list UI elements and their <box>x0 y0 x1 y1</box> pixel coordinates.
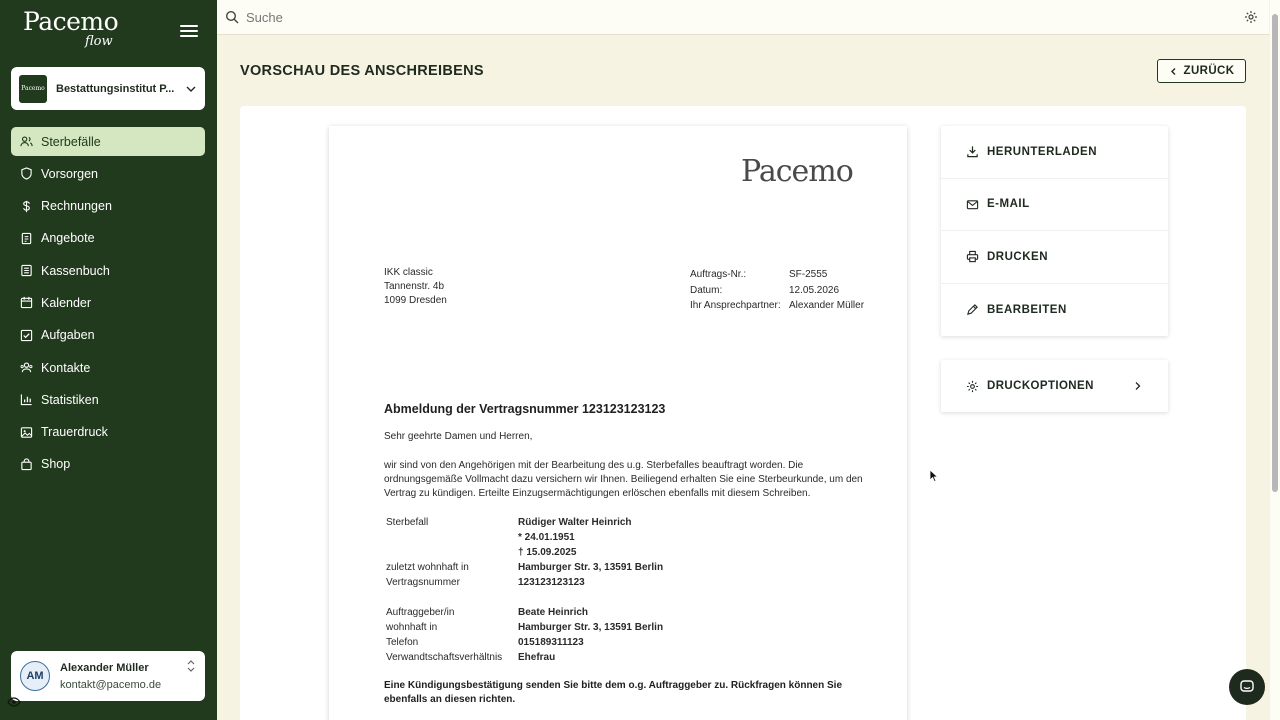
pencil-icon <box>966 303 979 316</box>
chevron-up-down-icon <box>186 659 196 673</box>
recipient-line: Tannenstr. 4b <box>384 281 445 292</box>
sidebar <box>0 0 217 720</box>
sidebar-item-aufgaben[interactable] <box>11 321 205 350</box>
shield-icon <box>20 167 33 180</box>
letter-subject: Abmeldung der Vertragsnummer 123123123123 <box>384 402 666 416</box>
sidebar-nav <box>11 127 205 482</box>
meta-row <box>690 283 864 299</box>
avatar: AM <box>20 661 50 691</box>
meta-value: Alexander Müller <box>789 300 865 311</box>
chat-icon <box>1239 679 1255 695</box>
user-email: kontakt@pacemo.de <box>60 678 162 691</box>
sidebar-item-label: Kassenbuch <box>41 263 110 278</box>
meta-value: 12.05.2026 <box>789 284 840 296</box>
meta-label: Datum: <box>690 284 723 296</box>
download-button[interactable] <box>941 126 1168 179</box>
sidebar-item-label: Trauerdruck <box>41 425 108 440</box>
user-card[interactable] <box>11 651 205 701</box>
letter-preview <box>329 126 907 720</box>
sidebar-item-trauerdruck[interactable] <box>11 418 205 447</box>
sidebar-item-label: Vorsorgen <box>41 166 98 181</box>
org-selector[interactable] <box>11 67 205 110</box>
detail-value: 015189311123 <box>518 637 584 648</box>
shopping-bag-icon <box>20 458 33 471</box>
meta-label: Ihr Ansprechpartner: <box>690 300 781 311</box>
checkbox-icon <box>20 329 33 342</box>
mail-icon <box>966 198 979 211</box>
meta-value: SF-2555 <box>789 269 828 280</box>
sidebar-item-kassenbuch[interactable] <box>11 256 205 285</box>
org-logo: Pacemo <box>19 75 47 103</box>
sidebar-item-label: Shop <box>41 457 71 472</box>
email-label: E-MAIL <box>987 198 1030 211</box>
sidebar-item-statistiken[interactable] <box>11 385 205 414</box>
scrollbar-thumb[interactable] <box>1272 14 1278 492</box>
edit-button[interactable] <box>941 284 1168 337</box>
sidebar-item-label: Aufgaben <box>41 328 95 343</box>
app-logo[interactable] <box>23 8 133 52</box>
detail-value: * 24.01.1951 <box>518 532 575 543</box>
menu-toggle-icon[interactable] <box>180 22 198 38</box>
detail-label <box>386 530 518 545</box>
recipient-address <box>384 266 447 308</box>
back-button[interactable] <box>1157 59 1246 83</box>
user-name: Alexander Müller <box>60 661 149 674</box>
letter-closing: Eine Kündigungsbestätigung senden Sie bitte dem o.g. Auftraggeber zu. Rückfragen können Sie ebenfalls an diesen richten. <box>384 680 843 705</box>
detail-row <box>386 530 663 545</box>
app-logo-brand: Pacemo <box>23 7 119 36</box>
print-options-button[interactable] <box>941 360 1168 412</box>
letter-details <box>386 515 663 665</box>
edit-label: BEARBEITEN <box>987 303 1067 316</box>
sidebar-item-kalender[interactable] <box>11 288 205 317</box>
search-input[interactable] <box>246 6 1146 28</box>
detail-row <box>386 605 663 620</box>
detail-value: Beate Heinrich <box>518 607 589 618</box>
org-name: Bestattungsinstitut P... <box>56 82 175 95</box>
sidebar-item-shop[interactable] <box>11 450 205 479</box>
detail-row <box>386 635 663 650</box>
app-logo-sub: flow <box>85 34 113 49</box>
detail-label: Sterbefall <box>386 517 429 528</box>
detail-label: Telefon <box>386 637 419 648</box>
detail-value: Hamburger Str. 3, 13591 Berlin <box>518 562 664 573</box>
detail-value: Rüdiger Walter Heinrich <box>518 517 632 528</box>
detail-label <box>386 545 518 560</box>
detail-row <box>386 560 663 575</box>
sidebar-item-label: Kontakte <box>41 360 91 375</box>
meta-row <box>690 267 864 283</box>
gear-icon <box>966 380 979 393</box>
chevron-down-icon <box>185 83 197 95</box>
sidebar-item-rechnungen[interactable] <box>11 192 205 221</box>
letter-salutation: Sehr geehrte Damen und Herren, <box>384 431 533 442</box>
sidebar-item-label: Rechnungen <box>41 199 112 214</box>
download-label: HERUNTERLADEN <box>987 145 1097 158</box>
sidebar-item-label: Angebote <box>41 231 95 246</box>
detail-label: Verwandtschaftsverhältnis <box>386 652 503 663</box>
detail-row <box>386 650 663 665</box>
recipient-line: IKK classic <box>384 267 433 278</box>
sidebar-item-vorsorgen[interactable] <box>11 159 205 188</box>
letter-meta <box>690 267 864 314</box>
scrollbar[interactable] <box>1270 0 1280 720</box>
sidebar-item-label: Sterbefälle <box>41 134 101 149</box>
search-icon <box>225 10 239 24</box>
users-icon <box>20 135 33 148</box>
mouse-cursor-icon <box>929 469 939 483</box>
chevron-left-icon <box>1169 67 1178 76</box>
detail-label: zuletzt wohnhaft in <box>386 562 469 573</box>
printer-icon <box>966 250 979 263</box>
chevron-right-icon <box>1133 381 1142 391</box>
detail-label: Vertragsnummer <box>386 577 460 588</box>
detail-value: Hamburger Str. 3, 13591 Berlin <box>518 622 664 633</box>
chat-button[interactable] <box>1229 669 1265 705</box>
page-title: VORSCHAU DES ANSCHREIBENS <box>240 63 484 79</box>
detail-value: 123123123123 <box>518 577 585 588</box>
sidebar-item-label: Kalender <box>41 295 92 310</box>
print-label: DRUCKEN <box>987 250 1048 263</box>
book-icon <box>20 264 33 277</box>
detail-row <box>386 575 663 590</box>
image-icon <box>20 426 33 439</box>
back-button-label: ZURÜCK <box>1183 65 1235 77</box>
email-button[interactable] <box>941 179 1168 232</box>
contacts-icon <box>20 361 33 374</box>
actions-panel <box>941 126 1168 336</box>
detail-row <box>386 515 663 530</box>
meta-label: Auftrags-Nr.: <box>690 269 747 280</box>
print-options-label: DRUCKOPTIONEN <box>987 380 1094 392</box>
dollar-icon <box>20 200 33 213</box>
detail-row <box>386 620 663 635</box>
letter-logo: Pacemo <box>741 154 853 189</box>
calendar-icon <box>20 296 33 309</box>
detail-label: Auftraggeber/in <box>386 607 455 618</box>
sidebar-item-sterbefaelle[interactable] <box>11 127 205 156</box>
detail-label: wohnhaft in <box>386 622 438 633</box>
bar-chart-icon <box>20 393 33 406</box>
recipient-line: 1099 Dresden <box>384 295 447 306</box>
document-icon <box>20 232 33 245</box>
sidebar-item-angebote[interactable] <box>11 224 205 253</box>
detail-row <box>386 545 663 560</box>
letter-body: wir sind von den Angehörigen mit der Bearbeitung des u.g. Sterbefalles beauftragt worden. Die ordnungsgemäße Vollmacht dazu versichern wir Ihnen. Beiliegend erhalten Sie eine Sterbeurkunde, um den Vertrag zu kündigen. Erteilte Einzugsermächtigungen erlöschen ebenfalls mit diesem Schreiben. <box>384 460 863 499</box>
download-icon <box>966 145 979 158</box>
sidebar-item-kontakte[interactable] <box>11 353 205 382</box>
meta-row <box>690 298 864 314</box>
sidebar-item-label: Statistiken <box>41 392 99 407</box>
eye-icon[interactable] <box>7 697 21 707</box>
print-button[interactable] <box>941 231 1168 284</box>
settings-icon[interactable] <box>1244 10 1258 24</box>
topbar <box>217 0 1269 35</box>
detail-value: Ehefrau <box>518 652 556 663</box>
detail-value: † 15.09.2025 <box>518 547 577 558</box>
